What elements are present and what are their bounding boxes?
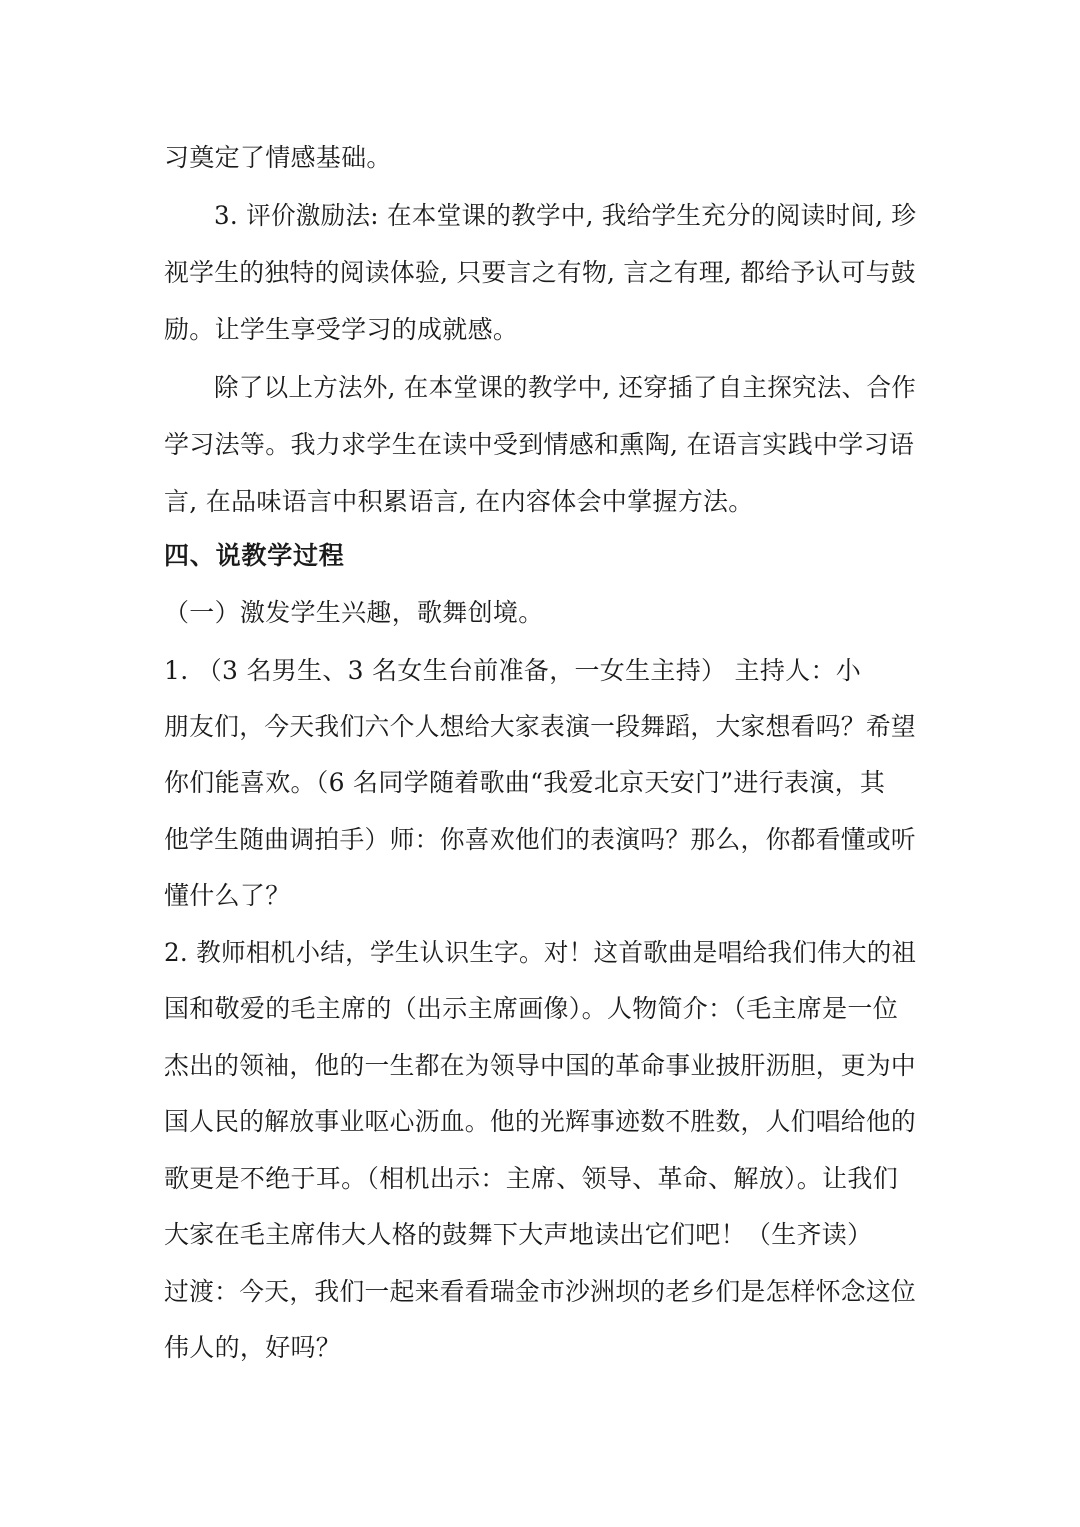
paragraph-line: 1. （3 名男生、3 名女生台前准备，一女生主持） 主持人：小 <box>164 656 862 685</box>
paragraph-line: 视学生的独特的阅读体验, 只要言之有物, 言之有理, 都给予认可与鼓 <box>164 258 916 287</box>
paragraph-line: 2. 教师相机小结，学生认识生字。对！这首歌曲是唱给我们伟大的祖 <box>164 938 917 967</box>
paragraph-line: 国人民的解放事业呕心沥血。他的光辉事迹数不胜数，人们唱给他的 <box>164 1107 917 1136</box>
paragraph-line: 3. 评价激励法: 在本堂课的教学中, 我给学生充分的阅读时间, 珍 <box>214 201 917 230</box>
paragraph-line: 过渡：今天，我们一起来看看瑞金市沙洲坝的老乡们是怎样怀念这位 <box>164 1277 917 1306</box>
paragraph-line: 大家在毛主席伟大人格的鼓舞下大声地读出它们吧！（生齐读） <box>164 1220 873 1249</box>
paragraph-line: 他学生随曲调拍手）师：你喜欢他们的表演吗？那么，你都看懂或听 <box>164 825 917 854</box>
paragraph-line: 励。让学生享受学习的成就感。 <box>164 315 519 344</box>
paragraph-line: 你们能喜欢。（6 名同学随着歌曲“我爱北京天安门”进行表演，其 <box>164 768 886 797</box>
paragraph-line: 学习法等。我力求学生在读中受到情感和熏陶, 在语言实践中学习语 <box>164 430 915 459</box>
paragraph-line: 朋友们，今天我们六个人想给大家表演一段舞蹈，大家想看吗？希望 <box>164 712 917 741</box>
paragraph-line: 懂什么了？ <box>164 881 291 910</box>
paragraph-line: 除了以上方法外, 在本堂课的教学中, 还穿插了自主探究法、合作 <box>214 373 917 402</box>
paragraph-line: 伟人的，好吗？ <box>164 1333 342 1362</box>
section-heading: 四、说教学过程 <box>164 541 345 570</box>
subsection-heading: （一）激发学生兴趣，歌舞创境。 <box>164 598 544 627</box>
paragraph-line: 歌更是不绝于耳。（相机出示：主席、领导、革命、解放）。让我们 <box>164 1164 899 1193</box>
paragraph-line: 习奠定了情感基础。 <box>164 143 392 172</box>
paragraph-line: 国和敬爱的毛主席的（出示主席画像）。人物简介：（毛主席是一位 <box>164 994 899 1023</box>
paragraph-line: 杰出的领袖，他的一生都在为领导中国的革命事业披肝沥胆，更为中 <box>164 1051 917 1080</box>
paragraph-line: 言, 在品味语言中积累语言, 在内容体会中掌握方法。 <box>164 487 754 516</box>
